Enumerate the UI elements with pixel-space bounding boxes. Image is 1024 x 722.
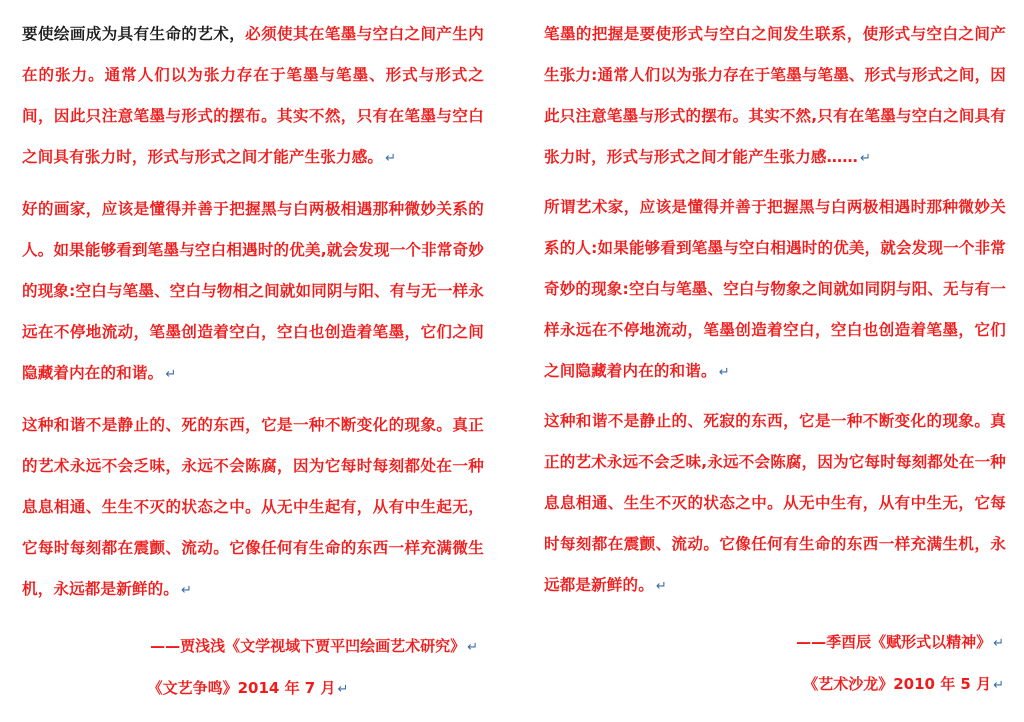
source-text: 《文艺争鸣》2014 年 7 月 xyxy=(147,679,336,697)
paragraph-body: 好的画家，应该是懂得并善于把握黑与白两极相遇那种微妙关系的人。如果能够看到笔墨与空白相遇时的优美,就会发现一个非常奇妙的现象:空白与笔墨、空白与物相之间就如同阴与阳、有与无一样永远在不停地流动，笔墨创造着空白，空白也创造着笔墨，它们之间隐藏着内在的和谐。 xyxy=(22,200,484,382)
paragraph xyxy=(544,401,1006,607)
paragraph-mark: ↵ xyxy=(385,151,397,166)
paragraph xyxy=(544,187,1006,393)
paragraph-body: 笔墨的把握是要使形式与空白之间发生联系，使形式与空白之间产生张力:通常人们以为张力存在于笔墨与笔墨、形式与形式之间，因此只注意笔墨与形式的摆布。其实不然,只有在笔墨与空白之间具有张力时，形式与形式之间才能产生张力感…… xyxy=(544,25,1006,166)
paragraph-body: 这种和谐不是静止的、死的东西，它是一种不断变化的现象。真正的艺术永远不会乏味，永远不会陈腐，因为它每时每刻都处在一种息息相通、生生不灭的状态之中。从无中生起有，从有中生起无，它每时每刻都在震颤、流动。它像任何有生命的东西一样充满微生机，永远都是新鲜的。 xyxy=(22,416,484,598)
paragraph-mark: ↵ xyxy=(655,579,667,594)
paragraph xyxy=(544,14,1006,179)
paragraph-mark: ↵ xyxy=(718,365,730,380)
attribution-text: ——贾浅浅《文学视域下贾平凹绘画艺术研究》 xyxy=(150,637,466,655)
source-citation xyxy=(544,667,1006,703)
paragraph-body: 必须使其在笔墨与空白之间产生内在的张力。通常人们以为张力存在于笔墨与笔墨、形式与形式之间，因此只注意笔墨与形式的摆布。其实不然，只有在笔墨与空白之间具有张力时，形式与形式之间才能产生张力感。 xyxy=(22,25,484,166)
source-citation xyxy=(22,671,484,707)
attribution xyxy=(22,629,484,665)
paragraph-mark: ↵ xyxy=(993,678,1004,693)
paragraph xyxy=(22,189,484,395)
paragraph-mark: ↵ xyxy=(337,682,349,697)
paragraph xyxy=(22,14,484,179)
paragraph-body: 这种和谐不是静止的、死寂的东西，它是一种不断变化的现象。真正的艺术永远不会乏味,永远不会陈腐，因为它每时每刻都处在一种息息相通、生生不灭的状态之中。从无中生有，从有中生无，它每时每刻都在震颤、流动。它像任何有生命的东西一样充满生机，永远都是新鲜的。 xyxy=(544,412,1006,594)
attribution xyxy=(544,625,1006,661)
paragraph-mark: ↵ xyxy=(467,640,478,655)
right-document-pane xyxy=(512,0,1024,722)
source-text: 《艺术沙龙》2010 年 5 月 xyxy=(803,675,992,693)
paragraph-lead: 要使绘画成为具有生命的艺术， xyxy=(22,25,246,43)
paragraph-mark: ↵ xyxy=(165,367,177,382)
paragraph xyxy=(22,405,484,611)
paragraph-mark: ↵ xyxy=(993,636,1004,651)
paragraph-mark: ↵ xyxy=(181,583,193,598)
paragraph-body: 所谓艺术家，应该是懂得并善于把握黑与白两极相遇时那种微妙关系的人:如果能够看到笔墨与空白相遇时的优美，就会发现一个非常奇妙的现象:空白与笔墨、空白与物象之间就如同阴与阳、无与有一样永远在不停地流动，笔墨创造着空白，空白也创造着笔墨，它们之间隐藏着内在的和谐。 xyxy=(544,198,1006,380)
attribution-text: ——季酉辰《赋形式以精神》 xyxy=(796,633,992,651)
paragraph-mark: ↵ xyxy=(860,151,872,166)
